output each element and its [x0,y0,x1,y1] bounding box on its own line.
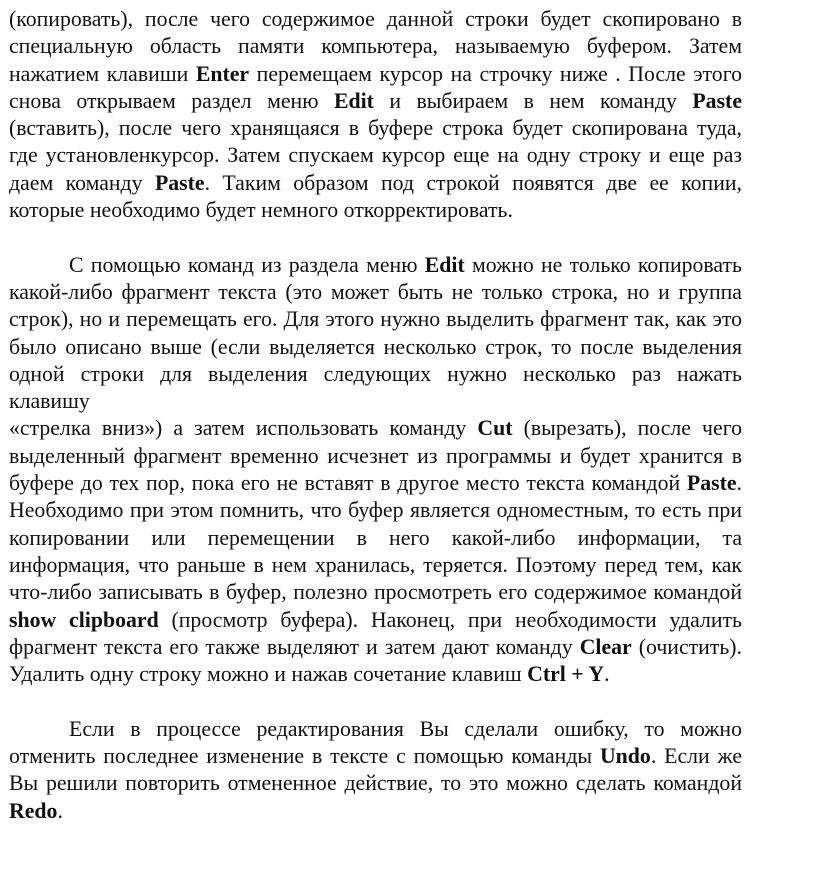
bold-command-term: Paste [154,170,205,195]
paragraph-cut-clipboard [9,252,742,689]
text-run: С помощью команд из раздела меню [69,252,425,277]
bold-command-term: Clear [579,634,632,659]
bold-command-term: Ctrl + Y [527,662,605,687]
text-run: (просмотр буфера). Наконец, при необходимости удалить фрагмент текста его также выделяют и затем дают команду [9,607,742,659]
paragraph-gap [9,224,742,251]
bold-command-term: Paste [686,471,737,496]
text-run: . [57,798,63,823]
bold-command-term: Enter [195,61,250,86]
bold-command-term: Undo [599,744,651,769]
paragraph-copy-paste [9,6,742,224]
bold-command-term: show clipboard [9,607,159,632]
text-run: (копировать), после чего содержимое данной строки будет скопировано в специальную область памяти компьютера, называемую буфером. Затем нажатием клавиши [9,7,742,86]
text-run: Если в процессе редактирования Вы сделали ошибку, то можно отменить последнее изменение в тексте с помощью команды [9,716,742,769]
bold-command-term: Edit [424,252,465,277]
text-run: . Таким образом под строкой появятся две ее копии, которые необходимо будет немного откорректировать. [9,170,742,223]
bold-command-term: Paste [692,88,742,113]
text-run: (вставить), после чего хранящаяся в буфере строка будет скопирована туда, где установленкурсор. Затем спускаем курсор еще на одну строку и еще раз даем команду [9,116,742,195]
text-run: «стрелка вниз») а затем использовать команду [9,416,478,441]
bold-command-term: Redo [9,798,58,823]
text-run: можно не только копировать какой-либо фрагмент текста (это может быть не только строка, но и группа строк), но и перемещать его. Для этого нужно выделить фрагмент так, как это было описано выше (если выделяется несколько строк, то после выделения одной строки для выделения следующих нужно несколько раз нажать клавишу [9,252,742,414]
paragraph-undo-redo [9,716,742,825]
bold-command-term: Edit [333,88,374,113]
text-run: (вырезать), после чего выделенный фрагмент временно исчезнет из программы и будет хранится в буфере до тех пор, пока его не вставят в другое место текста командой [9,416,742,496]
bold-command-term: Cut [477,416,513,441]
text-run: . Если же Вы решили повторить отмененное действие, то это можно сделать командой [9,744,743,796]
text-run: . Необходимо при этом помнить, что буфер является одноместным, то есть при копировании или перемещении в него какой-либо информации, та информация, что раньше в нем хранилась, теряется. Поэтому перед тем, как что-либо записывать в буфер, полезно просмотреть его содержимое командой [9,471,742,605]
text-run: (очистить). Удалить одну строку можно и нажав сочетание клавиш [9,634,743,687]
text-run: перемещаем курсор на строчку ниже . После этого снова открываем раздел меню [9,61,742,113]
text-run: . [604,662,610,687]
paragraph-gap [9,688,742,715]
text-run: и выбираем в нем команду [373,88,693,113]
